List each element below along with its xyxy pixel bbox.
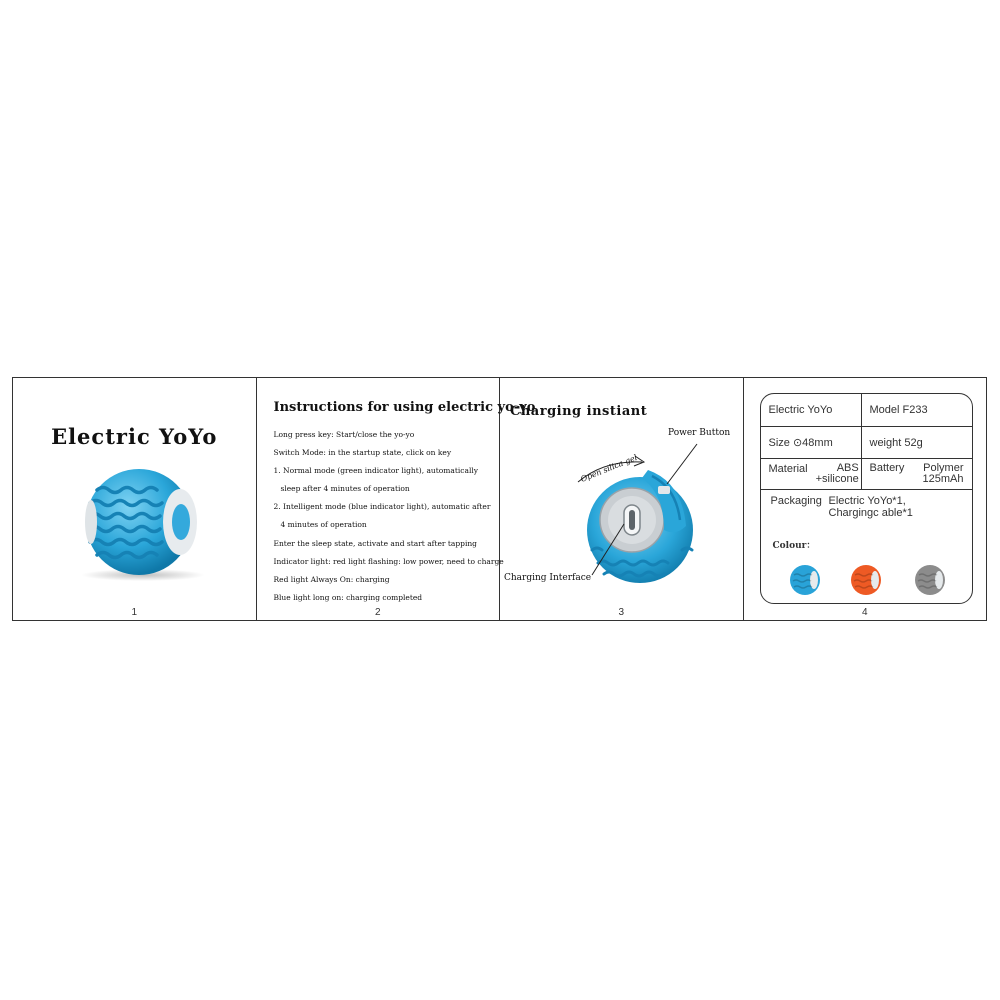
charging-interface-label: Charging Interface (504, 573, 592, 583)
page-number: 3 (618, 607, 625, 618)
colour-swatch-blue (789, 564, 821, 596)
spec-row (761, 427, 972, 459)
instruction-line: Switch Mode: in the startup state, click on key (273, 448, 452, 458)
open-silica-gel-label: Open silica gel (579, 452, 639, 484)
instruction-line: Red light Always On: charging (273, 574, 390, 584)
instruction-line: 2. Intelligent mode (blue indicator light), automatic after (273, 502, 491, 512)
power-button-label: Power Button (668, 428, 731, 438)
battery-label: Battery (869, 462, 905, 474)
spec-weight: weight 52g (869, 436, 923, 449)
instruction-line: 1. Normal mode (green indicator light), automatically (273, 466, 478, 476)
packaging-value: Electric YoYo*1, (828, 495, 906, 507)
product-title: Electric YoYo (51, 424, 218, 449)
packaging-label: Packaging (770, 495, 822, 507)
spec-table (760, 393, 973, 604)
material-label: Material (768, 463, 808, 475)
instructions-list (273, 426, 504, 607)
page-number: 2 (374, 607, 381, 618)
spec-packaging (761, 490, 972, 519)
panel-charging (500, 378, 744, 620)
panel-instructions (257, 378, 536, 620)
material-value: ABS (836, 462, 859, 474)
spec-battery (862, 459, 972, 489)
page-number: 4 (861, 607, 868, 618)
instruction-line: Long press key: Start/close the yo-yo (273, 430, 415, 439)
instruction-line: Blue light long on: charging completed (273, 592, 423, 602)
spec-size: Size ⊙48mm (761, 427, 862, 458)
material-value: +silicone (815, 473, 859, 485)
page-number: 1 (131, 607, 138, 618)
battery-value: 125mAh (922, 473, 964, 485)
spec-material (761, 459, 862, 489)
instructions-title: Instructions for using electric yo-yo (273, 400, 536, 415)
spec-row (761, 459, 972, 490)
colour-swatch-orange (850, 564, 882, 596)
colour-swatch-grey (914, 564, 946, 596)
instruction-line: sleep after 4 minutes of operation (280, 484, 410, 494)
panel-specs (744, 378, 987, 620)
blue-yoyo-ball-image (73, 462, 213, 582)
charging-diagram (500, 378, 743, 620)
charging-title: Charging instiant (510, 404, 648, 419)
instruction-line: Enter the sleep state, activate and start after tapping (273, 538, 477, 548)
manual-strip (12, 377, 987, 621)
spec-row (761, 394, 972, 427)
instruction-line: Indicator light: red light flashing: low power, need to charge (273, 556, 504, 566)
spec-name: Electric YoYo (761, 394, 862, 426)
battery-value: Polymer (923, 462, 964, 474)
spec-model: Model F233 (869, 404, 928, 416)
colour-label: Colour： (772, 541, 816, 551)
instruction-line: 4 minutes of operation (280, 520, 367, 530)
panel-cover (13, 378, 257, 620)
packaging-value: Chargingc able*1 (828, 507, 913, 519)
